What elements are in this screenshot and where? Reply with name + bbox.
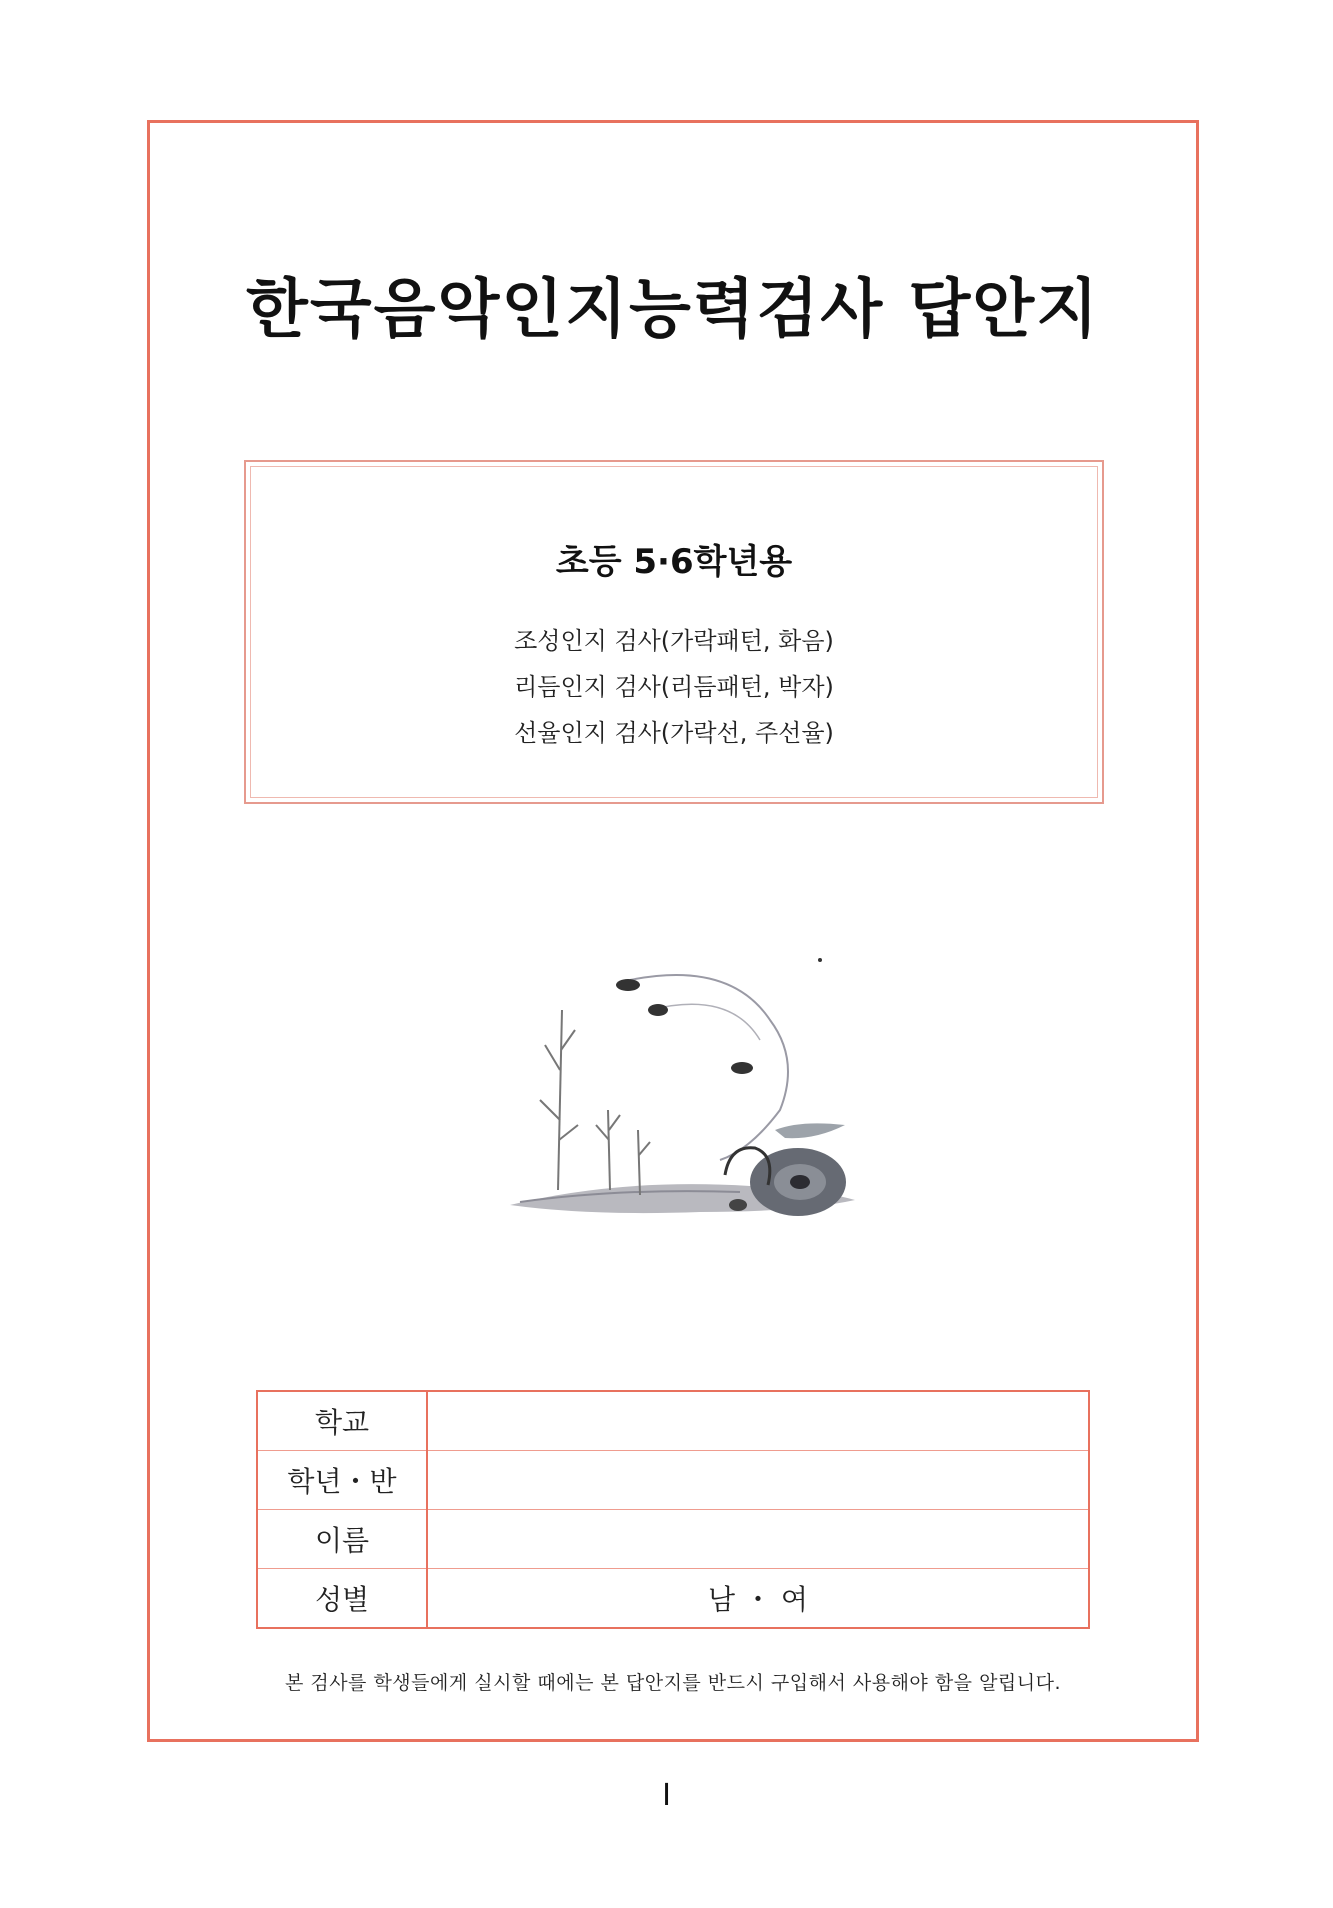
school-field[interactable] [427,1391,1089,1451]
grade-class-field[interactable] [427,1451,1089,1510]
test-item-rhythm: 리듬인지 검사(리듬패턴, 박자) [514,673,834,701]
grade-level: 초등 5·6학년용 [555,542,793,582]
name-label: 이름 [257,1510,427,1569]
page-number: I [662,1778,671,1813]
student-info-table [256,1390,1090,1629]
table-row [257,1391,1089,1451]
gender-label: 성별 [257,1569,427,1629]
grade-class-label: 학년・반 [257,1451,427,1510]
school-label: 학교 [257,1391,427,1451]
test-item-tonality: 조성인지 검사(가락패턴, 화음) [514,627,834,655]
page-title: 한국음악인지능력검사 답안지 [246,273,1100,347]
name-field[interactable] [427,1510,1089,1569]
table-row [257,1510,1089,1569]
test-info-box [244,460,1104,804]
test-item-melody: 선율인지 검사(가락선, 주선율) [514,719,834,747]
test-list [246,618,1102,756]
gender-options[interactable]: 남 ・ 여 [427,1569,1089,1629]
table-row [257,1451,1089,1510]
table-row [257,1569,1089,1629]
usage-notice: 본 검사를 학생들에게 실시할 때에는 본 답안지를 반드시 구입해서 사용해야 함을 알립니다. [284,1672,1062,1694]
ink-illustration [500,950,860,1250]
